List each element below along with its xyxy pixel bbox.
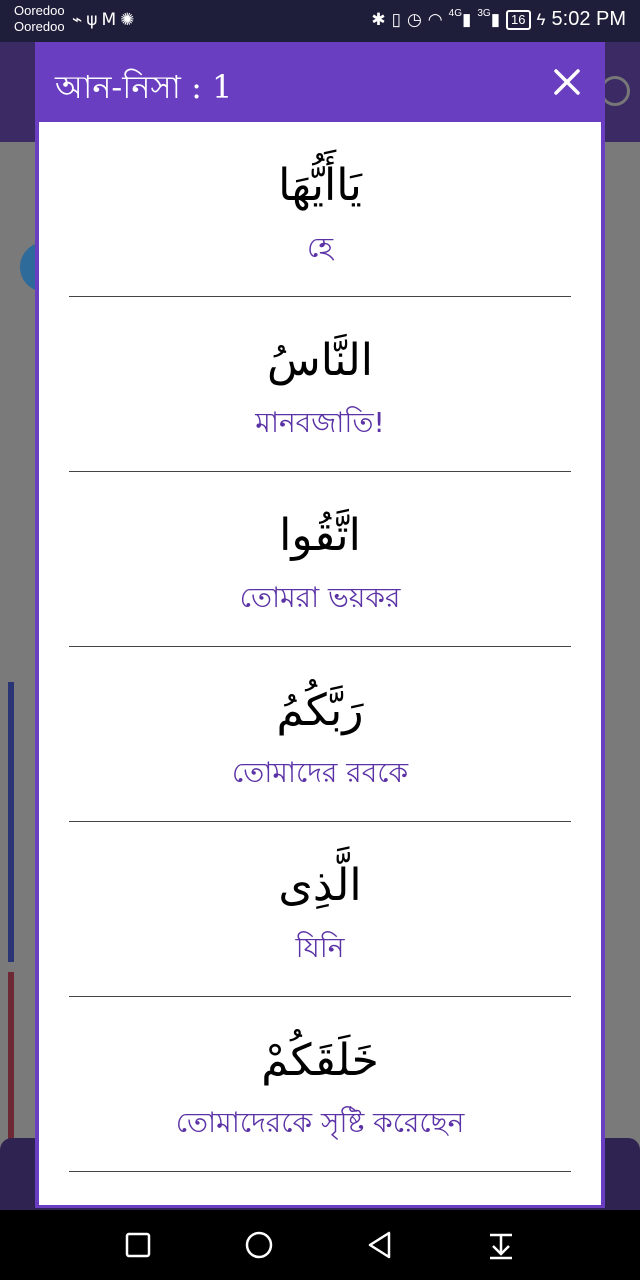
word-item[interactable] xyxy=(69,122,571,297)
carrier-1: Ooredoo xyxy=(14,3,65,18)
word-meaning-dialog xyxy=(35,42,605,1208)
activity-icon: ⌁ xyxy=(72,10,87,30)
carrier-2: Ooredoo xyxy=(14,19,65,34)
usb-icon: ψ xyxy=(86,10,102,30)
bengali-meaning: তোমাদের রবকে xyxy=(231,756,409,789)
arabic-word: الَّذِى xyxy=(278,860,362,911)
bengali-meaning: যিনি xyxy=(295,931,345,964)
alarm-icon: ◷ xyxy=(406,9,422,29)
status-left-icons xyxy=(72,10,138,30)
dialog-title: আন-নিসা : 1 xyxy=(55,68,233,106)
arabic-word: يَاأَيُّهَا xyxy=(278,160,362,211)
bengali-meaning: হে xyxy=(306,231,334,264)
signal-1: $^{4G}$▮ xyxy=(448,8,472,29)
close-button[interactable] xyxy=(547,62,587,102)
status-right xyxy=(371,8,626,31)
clock: 5:02 PM xyxy=(551,8,626,30)
notification-pull-icon xyxy=(486,1230,516,1260)
bengali-meaning: তোমরা ভয়কর xyxy=(239,581,401,614)
bengali-meaning: মানবজাতি! xyxy=(255,406,385,439)
word-item[interactable] xyxy=(69,647,571,822)
notification-pull-button[interactable] xyxy=(484,1228,518,1262)
recents-button[interactable] xyxy=(121,1228,155,1262)
word-item[interactable] xyxy=(69,997,571,1172)
arabic-word: خَلَقَكُمْ xyxy=(261,1035,379,1086)
home-icon xyxy=(244,1230,274,1260)
signal-2: $^{3G}$▮ xyxy=(477,8,501,29)
vibrate-icon: ▯ xyxy=(391,9,401,29)
gmail-icon: M xyxy=(101,10,121,30)
carrier-labels xyxy=(14,3,65,35)
charging-icon: ϟ xyxy=(536,9,546,29)
bluetooth-icon: ✱ xyxy=(371,9,386,29)
arabic-word: رَبَّكُمُ xyxy=(276,685,364,736)
close-icon xyxy=(554,69,580,95)
word-item[interactable] xyxy=(69,297,571,472)
status-bar xyxy=(0,0,640,42)
wifi-icon: ◠ xyxy=(427,9,443,29)
dialog-header xyxy=(35,42,605,122)
navigation-bar xyxy=(0,1210,640,1280)
back-button[interactable] xyxy=(363,1228,397,1262)
word-item[interactable] xyxy=(69,472,571,647)
battery-indicator: 16 xyxy=(506,10,530,30)
arabic-word: اتَّقُوا xyxy=(279,510,361,561)
background-accent-bar xyxy=(8,682,14,962)
back-icon xyxy=(365,1230,395,1260)
word-list[interactable] xyxy=(39,122,601,1205)
bengali-meaning: তোমাদেরকে সৃষ্টি করেছেন xyxy=(175,1106,465,1139)
loading-icon: ✺ xyxy=(120,10,139,30)
arabic-word: النَّاسُ xyxy=(266,335,374,386)
recents-icon xyxy=(123,1230,153,1260)
home-button[interactable] xyxy=(242,1228,276,1262)
word-item[interactable] xyxy=(69,822,571,997)
